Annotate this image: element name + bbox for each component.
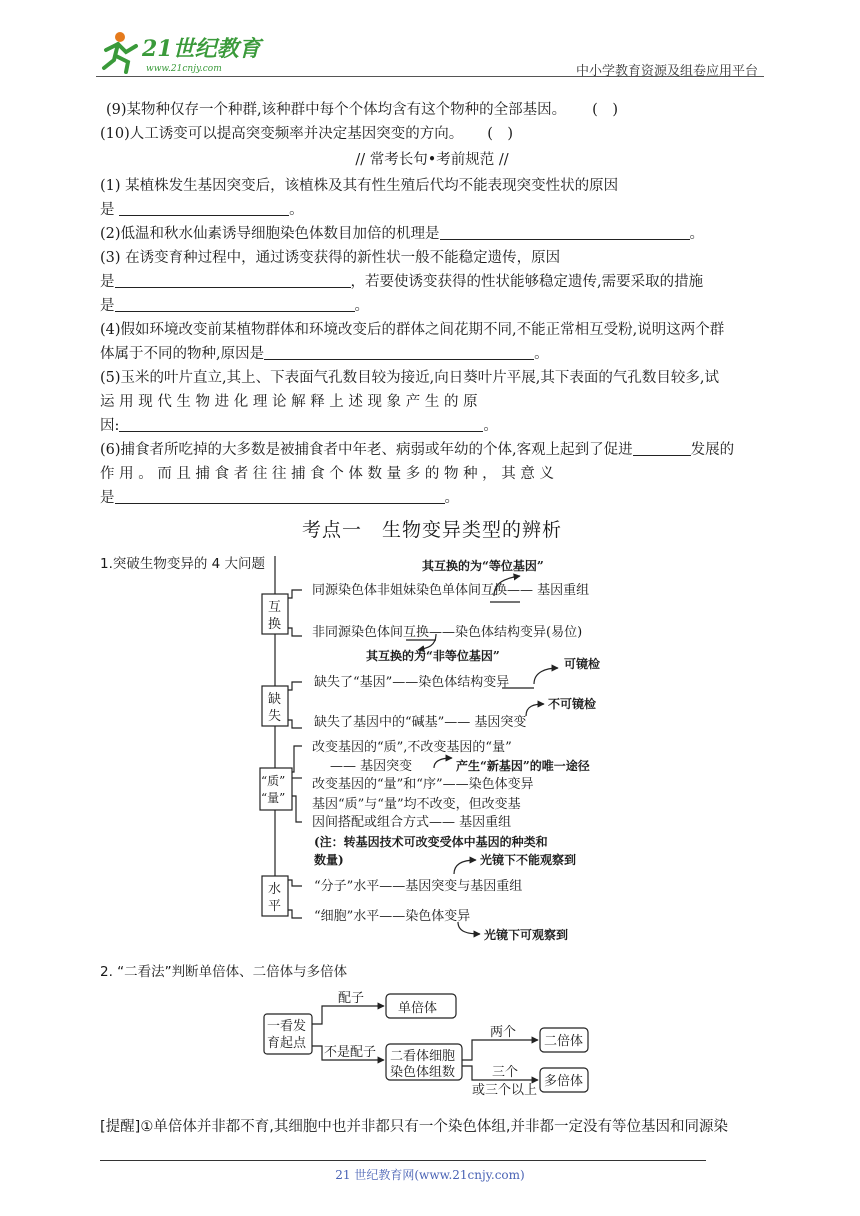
svg-text:光镜下可观察到: 光镜下可观察到	[484, 928, 569, 942]
svg-text:非同源染色体间互换——染色体结构变异(易位): 非同源染色体间互换——染色体结构变异(易位)	[312, 625, 583, 640]
sentence-header: // 常考长句•考前规范 //	[355, 152, 509, 168]
box-label: 缺失	[268, 692, 282, 724]
main-content	[100, 98, 764, 576]
answer-blank[interactable]	[264, 344, 534, 360]
svg-text:或三个以上: 或三个以上	[472, 1083, 538, 1098]
sentence-2: (2)低温和秋水仙素诱导细胞染色体数目加倍的机理是 。	[100, 226, 705, 242]
answer-blank[interactable]	[119, 416, 483, 432]
answer-blank[interactable]	[440, 224, 690, 240]
footer-divider	[100, 1160, 706, 1161]
svg-text:其互换的为“等位基因”: 其互换的为“等位基因”	[422, 559, 544, 573]
sentence-6: (6)捕食者所吃掉的大多数是被捕食者中年老、病弱或年幼的个体,客观上起到了促进 发展的 作 用 。 而 且 捕 食 者 往 往 捕 食 个 体 数 量 多 的 物 种 ， 其 意 义 是 。	[100, 442, 735, 506]
page-header	[96, 28, 764, 78]
answer-blank[interactable]	[633, 440, 691, 456]
judge-item-10: (10)人工诱变可以提高突变频率并决定基因突变的方向。 ( )	[100, 126, 514, 142]
subsection-title-1: 1.突破生物变异的 4 大问题	[100, 556, 266, 572]
svg-text:(注：转基因技术可改变受体中基因的种类和: (注：转基因技术可改变受体中基因的种类和	[314, 835, 548, 849]
box-label: “质” “量”	[261, 774, 286, 805]
sentence-5: (5)玉米的叶片直立,其上、下表面气孔数目较为接近,向日葵叶片平展,其下表面的气孔数目较多,试 运 用 现 代 生 物 进 化 理 论 解 释 上 述 现 象 产 生 的 原 因: 。	[100, 370, 719, 434]
svg-text:不是配子: 不是配子	[324, 1045, 377, 1060]
flow-start: 一看发育起点	[267, 1019, 307, 1051]
svg-text:可镜检: 可镜检	[564, 657, 601, 671]
svg-text:两个: 两个	[490, 1025, 517, 1040]
judge-item-9: (9)某物种仅存一个种群,该种群中每个个体均含有这个物种的全部基因。 ( )	[106, 102, 618, 118]
variation-types-diagram	[258, 556, 618, 946]
svg-text:因间搭配或组合方式—— 基因重组: 因间搭配或组合方式—— 基因重组	[312, 815, 512, 830]
svg-text:“分子”水平——基因突变与基因重组: “分子”水平——基因突变与基因重组	[314, 879, 523, 894]
sentence-1: (1) 某植株发生基因突变后，该植株及其有性生殖后代均不能表现突变性状的原因 是 。	[100, 178, 619, 218]
svg-text:其互换的为“非等位基因”: 其互换的为“非等位基因”	[366, 649, 500, 663]
sentence-4: (4)假如环境改变前某植物群体和环境改变后的群体之间花期不同,不能正常相互受粉,说明这两个群 体属于不同的物种,原因是 。	[100, 322, 725, 362]
svg-text:产生“新基因”的唯一途径: 产生“新基因”的唯一途径	[456, 759, 590, 773]
svg-text:数量): 数量)	[314, 853, 344, 867]
svg-text:二倍体: 二倍体	[544, 1034, 584, 1049]
page-footer[interactable]: 21 世纪教育网(www.21cnjy.com)	[335, 1168, 525, 1182]
platform-name: 中小学教育资源及组卷应用平台	[575, 64, 758, 79]
svg-text:三个: 三个	[492, 1065, 519, 1080]
svg-text:不可镜检: 不可镜检	[548, 697, 597, 711]
svg-text:配子: 配子	[338, 991, 365, 1006]
logo-text: 21世纪教育	[142, 36, 261, 62]
svg-text:同源染色体非姐妹染色单体间互换—— 基因重组: 同源染色体非姐妹染色单体间互换—— 基因重组	[312, 583, 590, 598]
runner-icon	[104, 32, 136, 72]
flow-mid: 二看体细胞染色体组数	[390, 1049, 456, 1080]
site-logo	[96, 28, 266, 76]
subsection-title-2: 2. “二看法”判断单倍体、二倍体与多倍体	[100, 964, 348, 980]
svg-text:光镜下不能观察到: 光镜下不能观察到	[480, 853, 577, 867]
svg-text:缺失了基因中的“碱基”—— 基因突变: 缺失了基因中的“碱基”—— 基因突变	[314, 715, 527, 730]
svg-text:缺失了“基因”——染色体结构变异: 缺失了“基因”——染色体结构变异	[314, 675, 510, 690]
logo-url: www.21cnjy.com	[146, 64, 222, 74]
box-label: 互换	[268, 600, 282, 632]
box-label: 水平	[268, 882, 282, 914]
reminder-text: [提醒]①单倍体并非都不育,其细胞中也并非都只有一个染色体组,并非都一定没有等位基因和同源染	[100, 1119, 729, 1135]
answer-blank[interactable]	[115, 296, 355, 312]
answer-blank[interactable]	[115, 488, 445, 504]
svg-text:基因“质”与“量”均不改变，但改变基: 基因“质”与“量”均不改变，但改变基	[312, 797, 521, 812]
header-divider	[96, 76, 764, 77]
answer-blank[interactable]	[115, 272, 351, 288]
svg-text:单倍体: 单倍体	[398, 1001, 438, 1016]
svg-text:多倍体: 多倍体	[544, 1074, 584, 1089]
section-title: 考点一 生物变异类型的辨析	[301, 519, 562, 541]
sentence-3: (3) 在诱变育种过程中，通过诱变获得的新性状一般不能稳定遗传，原因 是 ，若要使诱变获得的性状能够稳定遗传,需要采取的措施 是 。	[100, 250, 704, 314]
answer-blank[interactable]	[119, 200, 289, 216]
ploidy-flowchart	[262, 988, 602, 1098]
svg-text:“细胞”水平——染色体变异: “细胞”水平——染色体变异	[314, 909, 471, 924]
svg-text:改变基因的“量”和“序”——染色体变异: 改变基因的“量”和“序”——染色体变异	[312, 777, 534, 792]
svg-text:改变基因的“质”,不改变基因的“量”: 改变基因的“质”,不改变基因的“量”	[312, 740, 512, 755]
svg-text:—— 基因突变: —— 基因突变	[330, 759, 413, 774]
